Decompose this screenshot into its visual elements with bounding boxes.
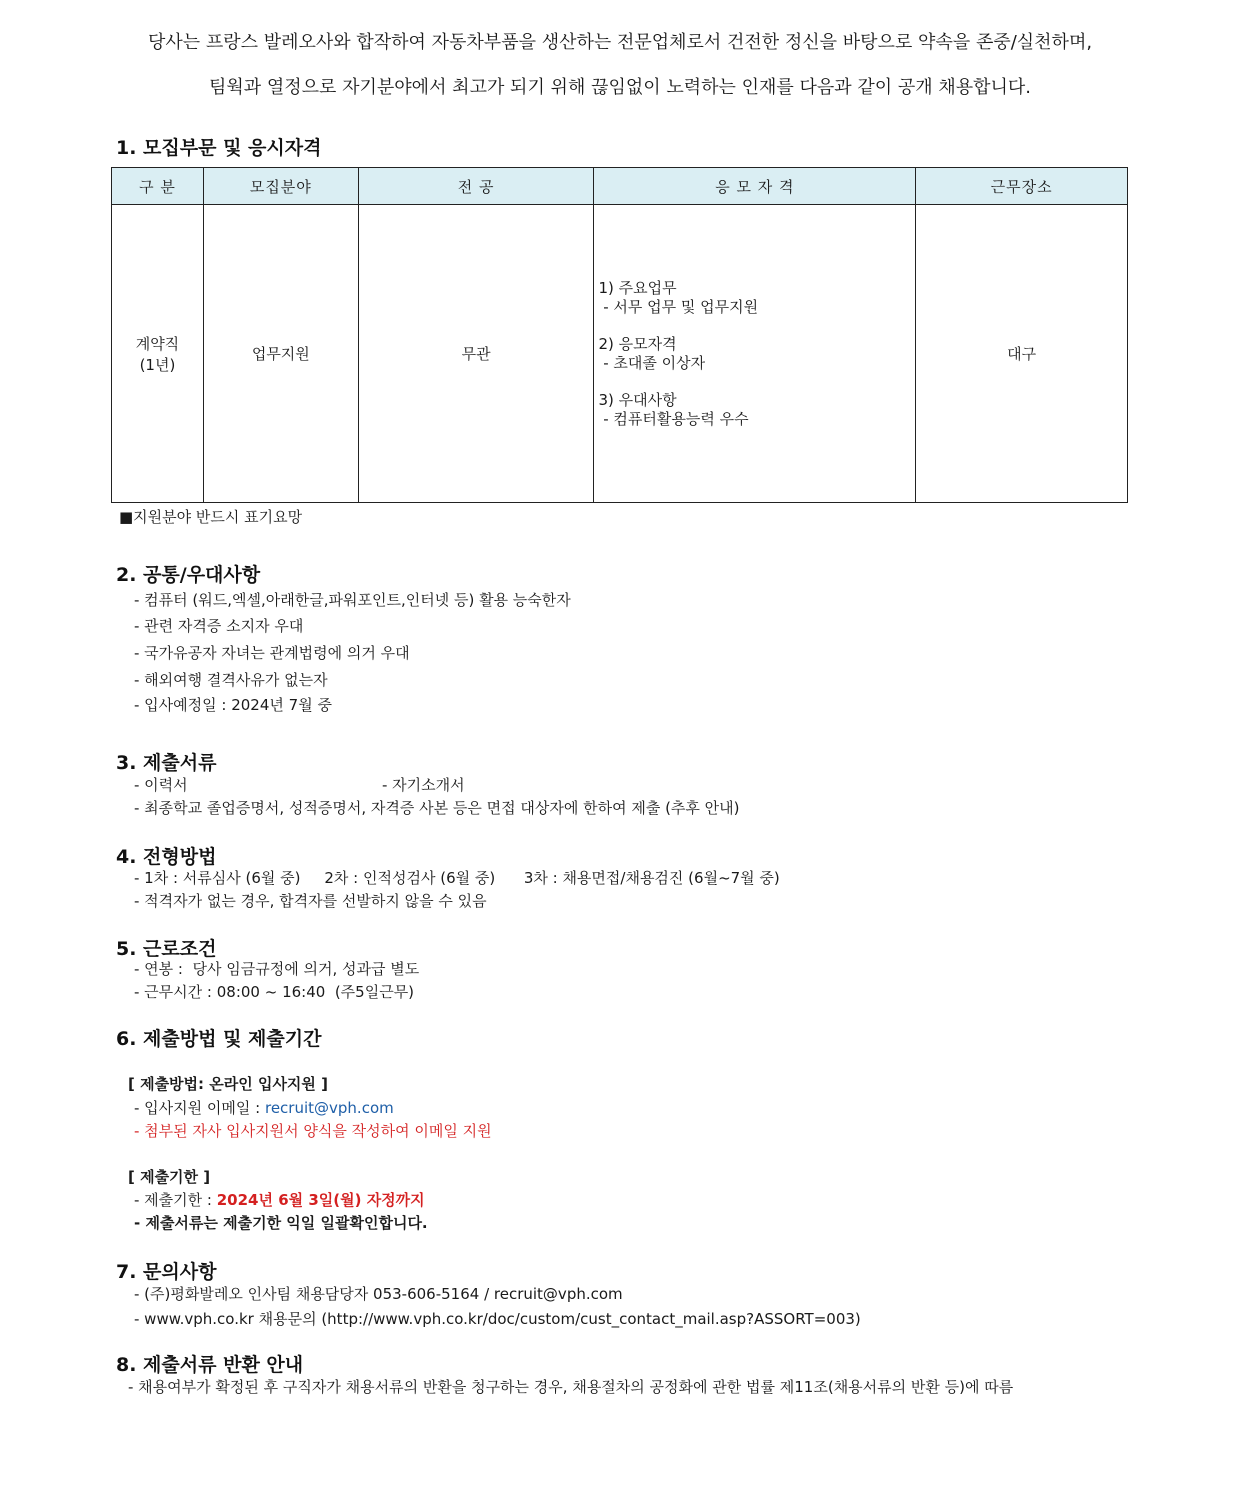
list-item: - 국가유공자 자녀는 관계법령에 의거 우대 (134, 644, 410, 662)
qual-duties-item: - 서무 업무 및 업무지원 (598, 297, 759, 316)
cell-qualification (594, 205, 916, 503)
section-8-title: 8. 제출서류 반환 안내 (116, 1354, 304, 1376)
list-item: - 이력서 (134, 776, 188, 794)
list-item: - 연봉 : 당사 임금규정에 의거, 성과급 별도 (134, 960, 420, 978)
cell-category (112, 205, 204, 503)
section-1-title: 1. 모집부문 및 응시자격 (116, 137, 322, 159)
qual-duties-title: 1) 주요업무 (598, 278, 677, 297)
list-item: - 입사예정일 : 2024년 7월 중 (134, 696, 332, 714)
contact-web-link[interactable]: - www.vph.co.kr 채용문의 (http://www.vph.co.kr/doc/custom/cust_contact_mail.asp?ASSORT=003) (134, 1310, 861, 1328)
intro-line-2: 팀웍과 열정으로 자기분야에서 최고가 되기 위해 끊임없이 노력하는 인재를 다음과 같이 공개 채용합니다. (208, 77, 1032, 98)
header-category: 구 분 (112, 168, 204, 205)
deadline-heading: [ 제출기한 ] (128, 1168, 211, 1186)
table-row (112, 205, 1128, 503)
qual-preferred-title: 3) 우대사항 (598, 390, 677, 409)
table-note: ■지원분야 반드시 표기요망 (119, 508, 303, 526)
deadline-line (134, 1189, 425, 1210)
email-line (134, 1097, 394, 1118)
list-item: - 관련 자격증 소지자 우대 (134, 617, 304, 635)
section-5-title: 5. 근로조건 (116, 938, 217, 960)
deadline-note: - 제출서류는 제출기한 익일 일괄확인합니다. (134, 1214, 428, 1232)
list-item: - 해외여행 결격사유가 없는자 (134, 671, 328, 689)
header-field: 모집분야 (203, 168, 358, 205)
method-note: - 첨부된 자사 입사지원서 양식을 작성하여 이메일 지원 (134, 1122, 492, 1140)
qual-requirements-item: - 초대졸 이상자 (598, 353, 706, 372)
list-item: - 컴퓨터 (워드,엑셀,아래한글,파워포인트,인터넷 등) 활용 능숙한자 (134, 591, 571, 609)
method-heading: [ 제출방법: 온라인 입사지원 ] (128, 1075, 328, 1093)
section-7-title: 7. 문의사항 (116, 1261, 217, 1283)
header-major: 전 공 (358, 168, 594, 205)
section-2-title: 2. 공통/우대사항 (116, 564, 261, 586)
cell-location: 대구 (916, 205, 1128, 503)
email-label: - 입사지원 이메일 : (134, 1099, 265, 1117)
deadline-label: - 제출기한 : (134, 1191, 217, 1209)
qual-requirements-title: 2) 응모자격 (598, 334, 677, 353)
header-location: 근무장소 (916, 168, 1128, 205)
return-notice: - 채용여부가 확정된 후 구직자가 채용서류의 반환을 청구하는 경우, 채용절차의 공정화에 관한 법률 제11조(채용서류의 반환 등)에 따름 (128, 1378, 1014, 1396)
cell-major: 무관 (358, 205, 594, 503)
section-6-title: 6. 제출방법 및 제출기간 (116, 1028, 322, 1050)
recruitment-table (111, 167, 1128, 503)
header-qualification: 응 모 자 격 (594, 168, 916, 205)
contact-line: - (주)평화발레오 인사팀 채용담당자 053-606-5164 / recruit@vph.com (134, 1285, 623, 1303)
list-item: - 1차 : 서류심사 (6월 중) 2차 : 인적성검사 (6월 중) 3차 : 채용면접/채용검진 (6월~7월 중) (134, 869, 780, 887)
email-link[interactable]: recruit@vph.com (264, 1099, 394, 1117)
list-item: - 적격자가 없는 경우, 합격자를 선발하지 않을 수 있음 (134, 892, 487, 910)
section-3-title: 3. 제출서류 (116, 752, 217, 774)
qual-duties (598, 279, 915, 317)
section-4-title: 4. 전형방법 (116, 846, 217, 868)
list-item: - 최종학교 졸업증명서, 성적증명서, 자격증 사본 등은 면접 대상자에 한하여 제출 (추후 안내) (134, 799, 740, 817)
list-item: - 자기소개서 (382, 776, 465, 794)
qual-preferred (598, 391, 915, 429)
deadline-value: 2024년 6월 3일(월) 자정까지 (216, 1191, 425, 1209)
category-type: 계약직 (135, 334, 180, 353)
list-item: - 근무시간 : 08:00 ~ 16:40 (주5일근무) (134, 983, 415, 1001)
intro-line-1: 당사는 프랑스 발레오사와 합작하여 자동차부품을 생산하는 전문업체로서 건전한 정신을 바탕으로 약속을 존중/실천하며, (147, 32, 1093, 53)
qual-preferred-item: - 컴퓨터활용능력 우수 (598, 409, 749, 428)
table-header-row (112, 168, 1128, 205)
qual-requirements (598, 335, 915, 373)
category-duration: (1년) (139, 355, 176, 374)
cell-field: 업무지원 (203, 205, 358, 503)
